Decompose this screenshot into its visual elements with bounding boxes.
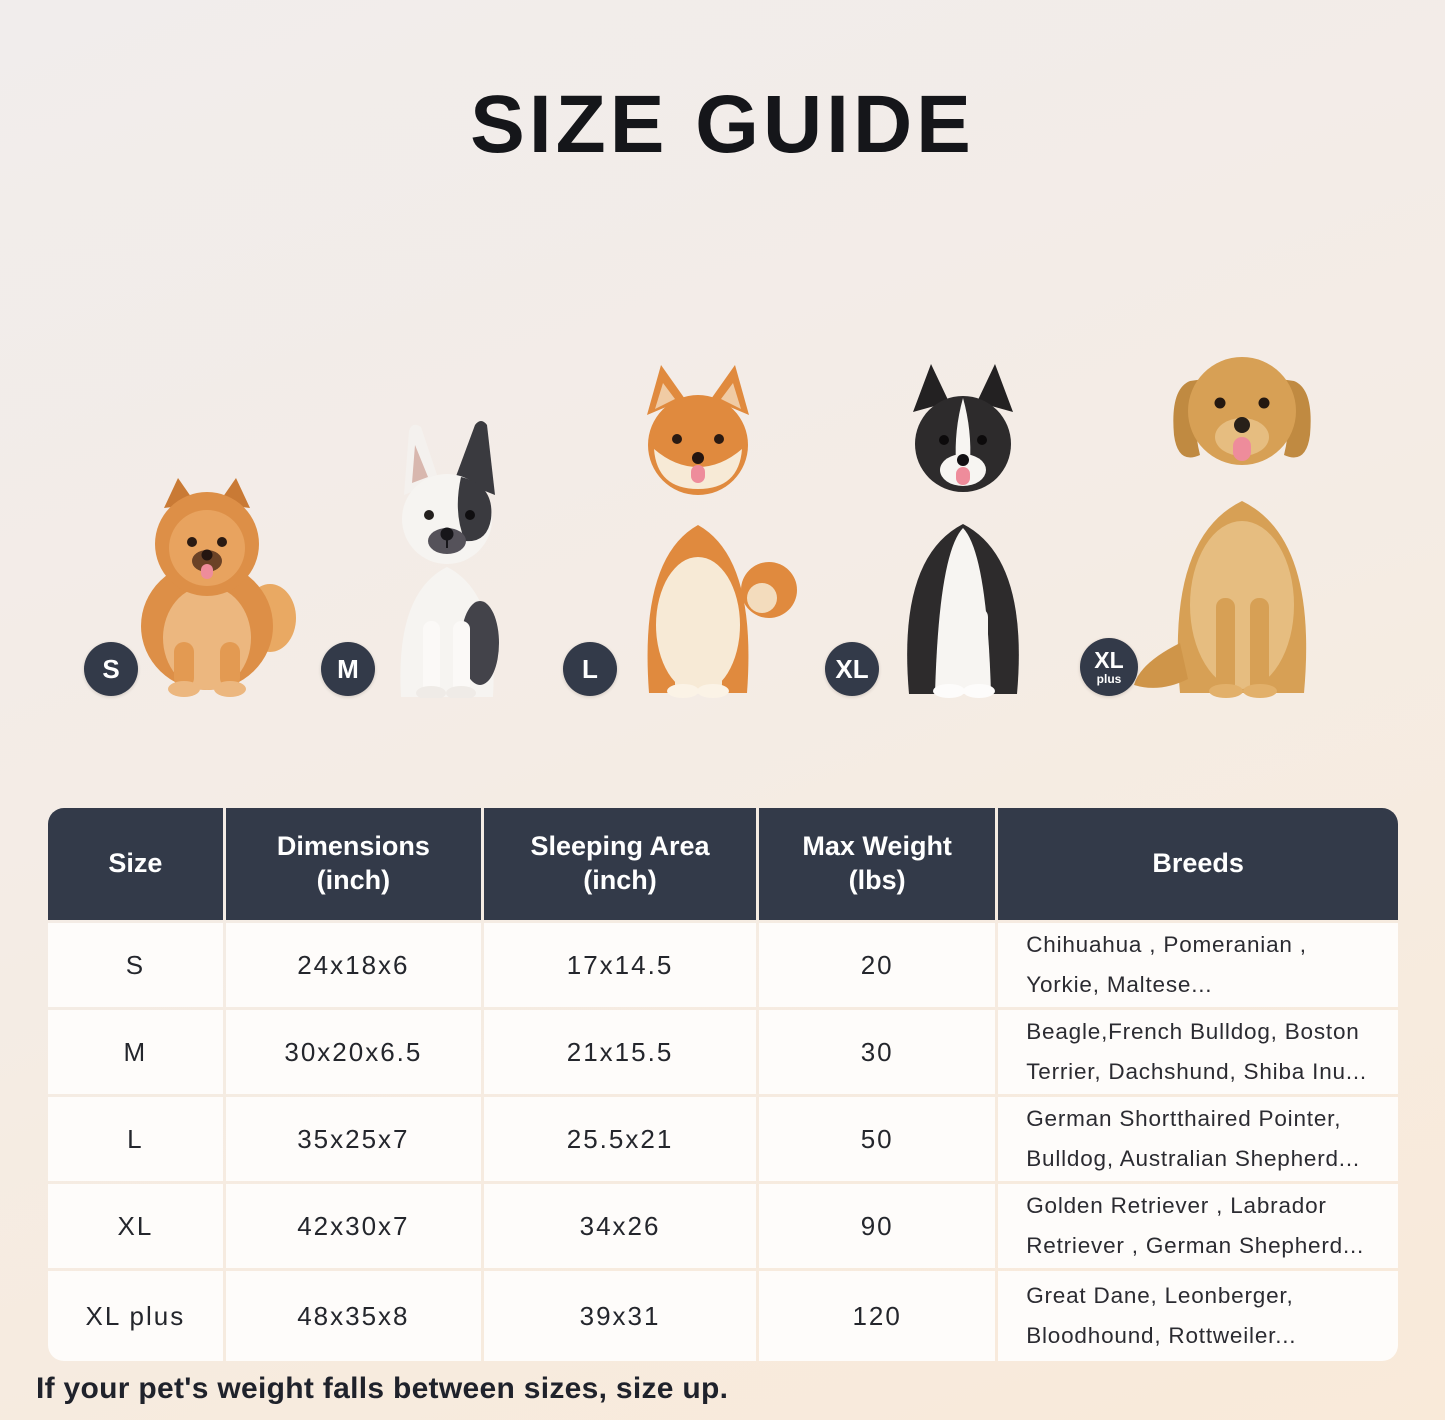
size-table: [48, 808, 1398, 1361]
column-header-max-weight: [759, 808, 995, 920]
cell-max-weight: 90: [759, 1184, 995, 1268]
header-line: (inch): [316, 865, 391, 895]
cell-breeds: Great Dane, Leonberger, Bloodhound, Rottweiler...: [998, 1271, 1398, 1361]
dogs-row: [0, 300, 1445, 698]
golden-retriever-illustration: [1120, 313, 1365, 698]
cell-size: XL plus: [48, 1271, 223, 1361]
size-badge-sub: plus: [1096, 672, 1122, 686]
dog-figure-shiba-inu: [582, 353, 806, 698]
cell-dimensions: 48x35x8: [226, 1271, 481, 1361]
cell-dimensions: 30x20x6.5: [226, 1010, 481, 1094]
size-badge-label: M: [337, 654, 359, 684]
header-line: Sleeping Area: [530, 831, 710, 862]
cell-size: XL: [48, 1184, 223, 1268]
dog-figure-french-bulldog: [337, 415, 544, 698]
header-line: Breeds: [1152, 848, 1244, 879]
sizing-footnote: If your pet's weight falls between sizes, size up.: [36, 1372, 729, 1405]
cell-max-weight: 20: [759, 923, 995, 1007]
header-line: (lbs): [848, 865, 906, 895]
size-badge-label: XL: [1094, 647, 1124, 673]
column-header-size: [48, 808, 223, 920]
size-badge-label: L: [582, 654, 598, 684]
size-badge-s: [84, 642, 138, 696]
cell-breeds: Chihuahua , Pomeranian , Yorkie, Maltese...: [998, 923, 1398, 1007]
dog-figure-pomeranian: [102, 458, 302, 698]
cell-sleeping-area: 39x31: [484, 1271, 756, 1361]
size-badge-label: S: [102, 654, 120, 684]
cell-max-weight: 50: [759, 1097, 995, 1181]
cell-sleeping-area: 25.5x21: [484, 1097, 756, 1181]
header-line: Size: [108, 848, 163, 879]
cell-breeds: German Shortthaired Pointer, Bulldog, Australian Shepherd...: [998, 1097, 1398, 1181]
cell-max-weight: 30: [759, 1010, 995, 1094]
size-badge-xl-plus: [1080, 638, 1138, 696]
cell-breeds: Beagle,French Bulldog, Boston Terrier, Dachshund, Shiba Inu...: [998, 1010, 1398, 1094]
cell-dimensions: 35x25x7: [226, 1097, 481, 1181]
size-badge-l: [563, 642, 617, 696]
size-badge-m: [321, 642, 375, 696]
cell-dimensions: 42x30x7: [226, 1184, 481, 1268]
cell-size: S: [48, 923, 223, 1007]
cell-size: L: [48, 1097, 223, 1181]
cell-dimensions: 24x18x6: [226, 923, 481, 1007]
dog-figure-golden-retriever: [1094, 313, 1365, 698]
size-badge-label: XL: [835, 654, 869, 684]
page-title: SIZE GUIDE: [470, 79, 975, 170]
cell-size: M: [48, 1010, 223, 1094]
cell-sleeping-area: 17x14.5: [484, 923, 756, 1007]
shiba-inu-illustration: [591, 353, 806, 698]
column-header-sleeping-area: [484, 808, 756, 920]
french-bulldog-illustration: [349, 415, 544, 698]
header-line: Max Weight: [802, 831, 952, 862]
column-header-breeds: [998, 808, 1398, 920]
cell-sleeping-area: 34x26: [484, 1184, 756, 1268]
cell-max-weight: 120: [759, 1271, 995, 1361]
header-line: (inch): [583, 865, 657, 895]
size-badge-xl: [825, 642, 879, 696]
cell-breeds: Golden Retriever , Labrador Retriever , German Shepherd...: [998, 1184, 1398, 1268]
header-line: Dimensions: [276, 831, 430, 862]
cell-sleeping-area: 21x15.5: [484, 1010, 756, 1094]
pomeranian-illustration: [112, 458, 302, 698]
dog-figure-border-collie: [835, 348, 1073, 698]
column-header-dimensions: [226, 808, 481, 920]
border-collie-illustration: [853, 348, 1073, 698]
